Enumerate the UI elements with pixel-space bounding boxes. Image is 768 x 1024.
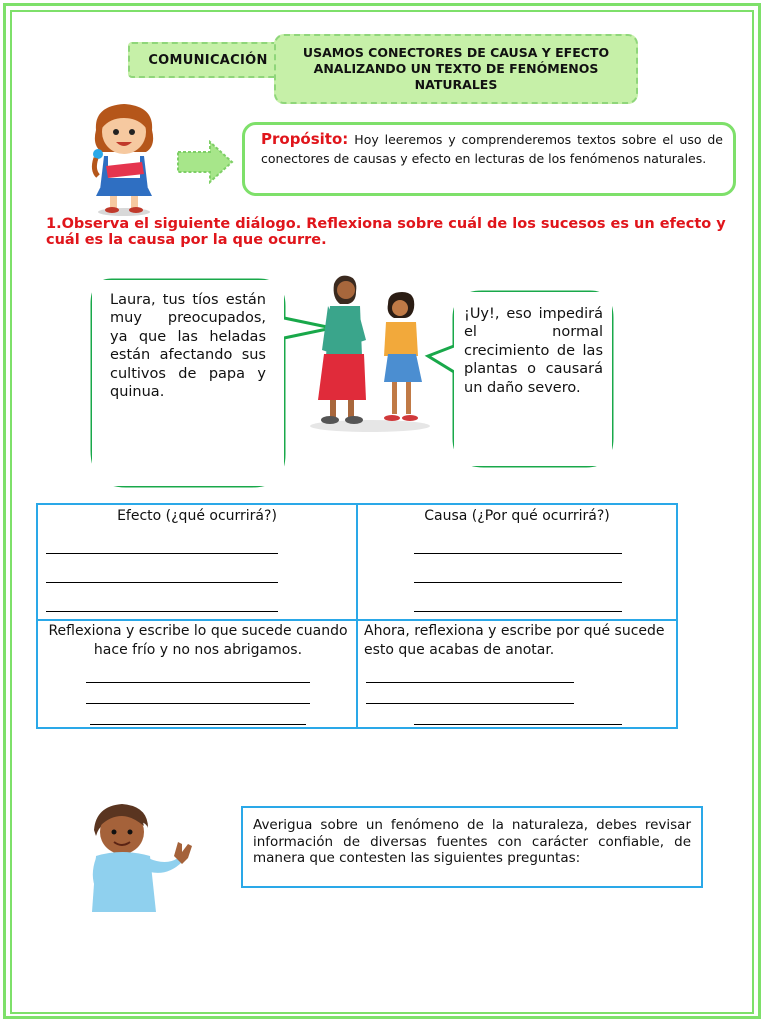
dialogue-girl-text: ¡Uy!, eso impedirá el normal crecimiento de las plantas o causará un daño severo. <box>464 306 603 396</box>
reflect-why-cell <box>357 620 677 728</box>
answer-line[interactable] <box>366 682 574 683</box>
topic-title <box>274 34 638 104</box>
answer-line[interactable] <box>86 703 310 704</box>
answer-line[interactable] <box>366 703 574 704</box>
cause-effect-table <box>36 503 678 729</box>
dialogue-bubble-mother <box>92 280 284 486</box>
dialogue-bubble-girl <box>454 292 612 466</box>
reflect-why-prompt: Ahora, reflexiona y escribe por qué sucede esto que acabas de anotar. <box>364 623 665 658</box>
answer-line[interactable] <box>46 582 278 583</box>
purpose-box <box>242 122 736 196</box>
answer-line[interactable] <box>414 553 622 554</box>
answer-line[interactable] <box>46 611 278 612</box>
answer-line[interactable] <box>90 724 306 725</box>
cause-cell <box>357 504 677 620</box>
boy-waving-illustration <box>86 800 204 918</box>
answer-line[interactable] <box>86 682 310 683</box>
answer-line[interactable] <box>414 611 622 612</box>
purpose-label: Propósito: <box>261 130 349 148</box>
research-text: Averigua sobre un fenómeno de la naturaleza, debes revisar información de diversas fuentes con carácter confiable, de manera que contesten las siguientes preguntas: <box>253 817 691 866</box>
subject-text: COMUNICACIÓN <box>148 52 268 68</box>
research-instruction-box <box>241 806 703 888</box>
subject-label <box>128 42 288 78</box>
purpose-text: Hoy leeremos y comprenderemos textos sobre el uso de conectores de causas y efecto en lecturas de los fenómenos naturales. <box>261 132 723 166</box>
girl-reading-illustration <box>82 100 166 216</box>
effect-cell <box>37 504 357 620</box>
dialogue-mother-text: Laura, tus tíos están muy preocupados, ya que las heladas están afectando sus cultivos de papa y quinua. <box>110 292 266 401</box>
cause-header: Causa (¿Por qué ocurrirá?) <box>424 508 610 524</box>
mother-and-daughter-illustration <box>300 270 440 434</box>
answer-line[interactable] <box>414 724 622 725</box>
answer-line[interactable] <box>414 582 622 583</box>
activity-instruction: 1.Observa el siguiente diálogo. Reflexiona sobre cuál de los sucesos es un efecto y cuál es la causa por la que ocurre. <box>46 216 726 248</box>
arrow-right-icon <box>176 140 234 184</box>
reflect-cold-cell <box>37 620 357 728</box>
answer-line[interactable] <box>46 553 278 554</box>
topic-text: USAMOS CONECTORES DE CAUSA Y EFECTO ANALIZANDO UN TEXTO DE FENÓMENOS NATURALES <box>302 45 610 92</box>
reflect-cold-prompt: Reflexiona y escribe lo que sucede cuando hace frío y no nos abrigamos. <box>48 623 348 658</box>
effect-header: Efecto (¿qué ocurrirá?) <box>117 508 277 524</box>
